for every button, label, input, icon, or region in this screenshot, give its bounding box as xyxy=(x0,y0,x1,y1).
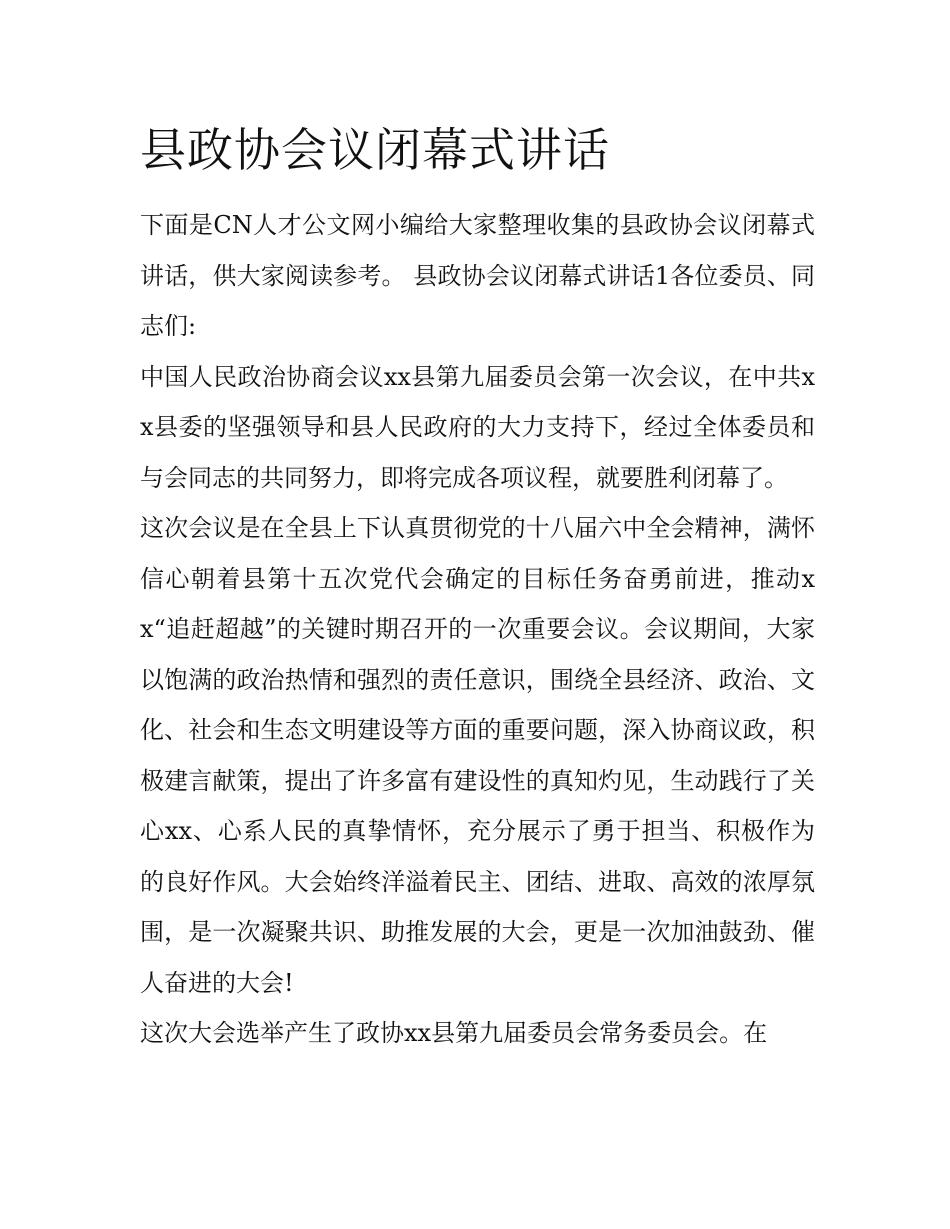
paragraph-election: 这次大会选举产生了政协xx县第九届委员会常务委员会。在 xyxy=(140,1019,768,1047)
document-body xyxy=(140,118,815,1059)
paragraph-meeting-review: 这次会议是在全县上下认真贯彻党的十八届六中全会精神，满怀信心朝着县第十五次党代会确定的目标任务奋勇前进，推动xx“追赶超越”的关键时期召开的一次重要会议。会议期间，大家以饱满的政治热情和强烈的责任意识，围绕全县经济、政治、文化、社会和生态文明建设等方面的重要问题，深入协商议政，积极建言献策，提出了许多富有建设性的真知灼见，生动践行了关心xx、心系人民的真挚情怀，充分展示了勇于担当、积极作为的良好作风。大会始终洋溢着民主、团结、进取、高效的浓厚氛围，是一次凝聚共识、助推发展的大会，更是一次加油鼓劲、催人奋进的大会! xyxy=(140,514,815,997)
paragraph-intro: 下面是CN人才公文网小编给大家整理收集的县政协会议闭幕式讲话，供大家阅读参考。 县政协会议闭幕式讲话1各位委员、同志们: xyxy=(140,211,815,340)
paragraph-opening: 中国人民政治协商会议xx县第九届委员会第一次会议，在中共xx县委的坚强领导和县人民政府的大力支持下，经过全体委员和与会同志的共同努力，即将完成各项议程，就要胜利闭幕了。 xyxy=(140,362,815,492)
document-title: 县政协会议闭幕式讲话 xyxy=(140,123,610,177)
